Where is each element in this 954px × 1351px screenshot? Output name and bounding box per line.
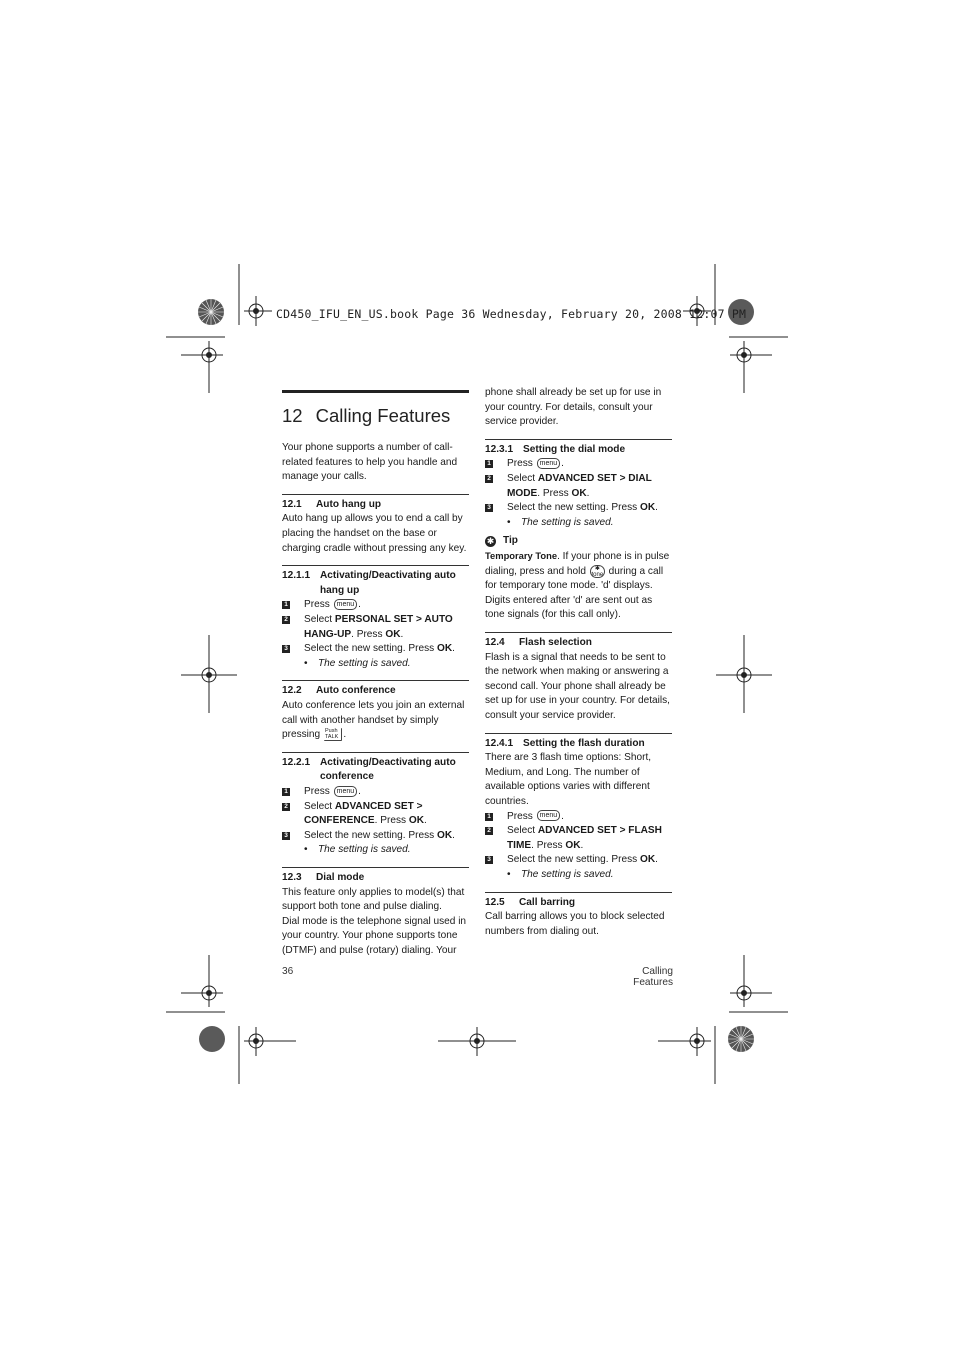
section-body-12-4: Flash is a signal that needs to be sent to the network when making or answering a second call. Your phone shall already be set up for use in your country. For details, consult your service provider. bbox=[485, 651, 670, 722]
steps-12-1-1 bbox=[282, 598, 469, 671]
registration-mark-top-left bbox=[244, 296, 272, 326]
gray-target-bottom-left bbox=[199, 1026, 225, 1052]
chapter-intro: Your phone supports a number of call-related features to help you handle and manage your calls. bbox=[282, 442, 458, 483]
chapter-rule bbox=[282, 390, 469, 393]
section-heading-12-3: 12.3 Dial mode bbox=[282, 872, 365, 884]
section-heading-12-1: 12.1 Auto hang up bbox=[282, 498, 382, 510]
left-column bbox=[282, 390, 469, 959]
step-1: 1 Press menu . bbox=[485, 810, 672, 825]
tip-star-icon: ✱ bbox=[486, 536, 495, 547]
step-2: 2 Select ADVANCED SET > CONFERENCE. Press OK. bbox=[282, 800, 469, 829]
section-rule bbox=[282, 867, 469, 868]
section-body-12-5: Call barring allows you to block selected numbers from dialing out. bbox=[485, 911, 665, 937]
step-result: • The setting is saved. bbox=[282, 657, 469, 672]
section-body-12-3-b: Dial mode is the telephone signal used in your country. Your phone supports tone (DTMF) and pulse (rotary) dialing. Your bbox=[282, 915, 467, 956]
section-rule bbox=[485, 632, 672, 633]
step-result: • The setting is saved. bbox=[485, 516, 672, 531]
right-column bbox=[485, 386, 672, 939]
menu-key-icon: menu bbox=[334, 599, 358, 610]
registration-mark-right-upper bbox=[730, 341, 772, 393]
section-rule bbox=[485, 892, 672, 893]
step-number-badge: 3 bbox=[282, 645, 290, 653]
step-1: 1 Press menu . bbox=[282, 598, 469, 613]
registration-mark-right-lower bbox=[730, 955, 772, 1007]
step-number-badge: 1 bbox=[485, 460, 493, 468]
push-to-talk-key-icon: Push TALK bbox=[324, 728, 342, 741]
star-target-bottom-right bbox=[728, 1026, 754, 1052]
section-heading-12-1-1: 12.1.1 Activating/Deactivating auto hang up bbox=[282, 570, 456, 596]
registration-mark-bottom-center bbox=[438, 1027, 516, 1056]
section-rule bbox=[282, 565, 469, 566]
step-number-badge: 1 bbox=[485, 813, 493, 821]
chapter-number: 12 bbox=[282, 405, 303, 426]
registration-mark-left-lower bbox=[181, 955, 223, 1007]
step-3: 3 Select the new setting. Press OK. bbox=[282, 642, 469, 657]
step-3: 3 Select the new setting. Press OK. bbox=[282, 829, 469, 844]
step-number-badge: 3 bbox=[485, 504, 493, 512]
section-heading-12-4-1: 12.4.1 Setting the flash duration bbox=[485, 737, 645, 749]
tip-body: Temporary Tone. If your phone is in pulse dialing, press and hold ✱ tone during a call for temporary tone mode. 'd' displays. Digits entered after 'd' are sent out as tone signals (for this call only). bbox=[485, 549, 670, 621]
section-body-12-3-a: This feature only applies to model(s) that support both tone and pulse dialing. bbox=[282, 886, 465, 913]
registration-mark-bottom-right bbox=[658, 1027, 711, 1056]
registration-mark-bottom-left bbox=[244, 1027, 296, 1056]
step-number-badge: 2 bbox=[282, 803, 290, 811]
section-heading-12-2-1: 12.2.1 Activating/Deactivating auto conference bbox=[282, 756, 456, 783]
registration-mark-left-middle bbox=[181, 635, 237, 713]
step-2: 2 Select ADVANCED SET > DIAL MODE. Press OK. bbox=[485, 472, 672, 501]
steps-12-2-1 bbox=[282, 785, 469, 858]
section-rule bbox=[282, 680, 469, 681]
chapter-title bbox=[282, 401, 469, 431]
section-heading-12-5: 12.5 Call barring bbox=[485, 896, 576, 908]
steps-12-3-1 bbox=[485, 457, 672, 530]
section-heading-12-2: 12.2 Auto conference bbox=[282, 685, 396, 697]
registration-mark-right-middle bbox=[716, 635, 772, 713]
page-number: 36 bbox=[282, 966, 294, 977]
section-rule bbox=[485, 733, 672, 734]
step-result: • The setting is saved. bbox=[282, 843, 469, 858]
section-heading-12-3-1: 12.3.1 Setting the dial mode bbox=[485, 443, 626, 455]
running-title: Calling Features bbox=[633, 966, 673, 988]
tip-heading: ✱ Tip bbox=[486, 535, 518, 547]
step-3: 3 Select the new setting. Press OK. bbox=[485, 853, 672, 868]
section-body-12-1: Auto hang up allows you to end a call by placing the handset on the base or charging cradle without pressing any key. bbox=[282, 513, 467, 554]
section-rule bbox=[485, 439, 672, 440]
star-tone-key-icon: ✱ tone bbox=[591, 565, 604, 578]
step-number-badge: 2 bbox=[282, 616, 290, 624]
step-result: • The setting is saved. bbox=[485, 868, 672, 883]
step-number-badge: 1 bbox=[282, 788, 290, 796]
continued-text: phone shall already be set up for use in your country. For details, consult your service provider. bbox=[485, 387, 662, 428]
step-2: 2 Select PERSONAL SET > AUTO HANG-UP. Press OK. bbox=[282, 613, 469, 642]
section-body-12-2: Auto conference lets you join an external call with another handset by simply pressing Push TALK . bbox=[282, 699, 465, 741]
step-2: 2 Select ADVANCED SET > FLASH TIME. Press OK. bbox=[485, 824, 672, 853]
menu-key-icon: menu bbox=[537, 458, 561, 469]
step-number-badge: 3 bbox=[485, 856, 493, 864]
section-body-12-4-1: There are 3 flash time options: Short, Medium, and Long. The number of available options varies with different countries. bbox=[485, 752, 652, 808]
step-1: 1 Press menu . bbox=[485, 457, 672, 472]
step-number-badge: 1 bbox=[282, 601, 290, 609]
section-rule bbox=[282, 752, 469, 753]
step-number-badge: 2 bbox=[485, 827, 493, 835]
step-number-badge: 2 bbox=[485, 475, 493, 483]
step-1: 1 Press menu . bbox=[282, 785, 469, 800]
steps-12-4-1 bbox=[485, 810, 672, 883]
menu-key-icon: menu bbox=[537, 810, 561, 821]
menu-key-icon: menu bbox=[334, 786, 358, 797]
registration-mark-left-upper bbox=[181, 341, 223, 393]
section-heading-12-4: 12.4 Flash selection bbox=[485, 637, 592, 649]
print-header: CD450_IFU_EN_US.book Page 36 Wednesday, February 20, 2008 12:07 PM bbox=[276, 307, 747, 321]
chapter-name: Calling Features bbox=[315, 405, 451, 426]
step-3: 3 Select the new setting. Press OK. bbox=[485, 501, 672, 516]
section-rule bbox=[282, 494, 469, 495]
star-target-top-left bbox=[198, 299, 224, 325]
step-number-badge: 3 bbox=[282, 832, 290, 840]
